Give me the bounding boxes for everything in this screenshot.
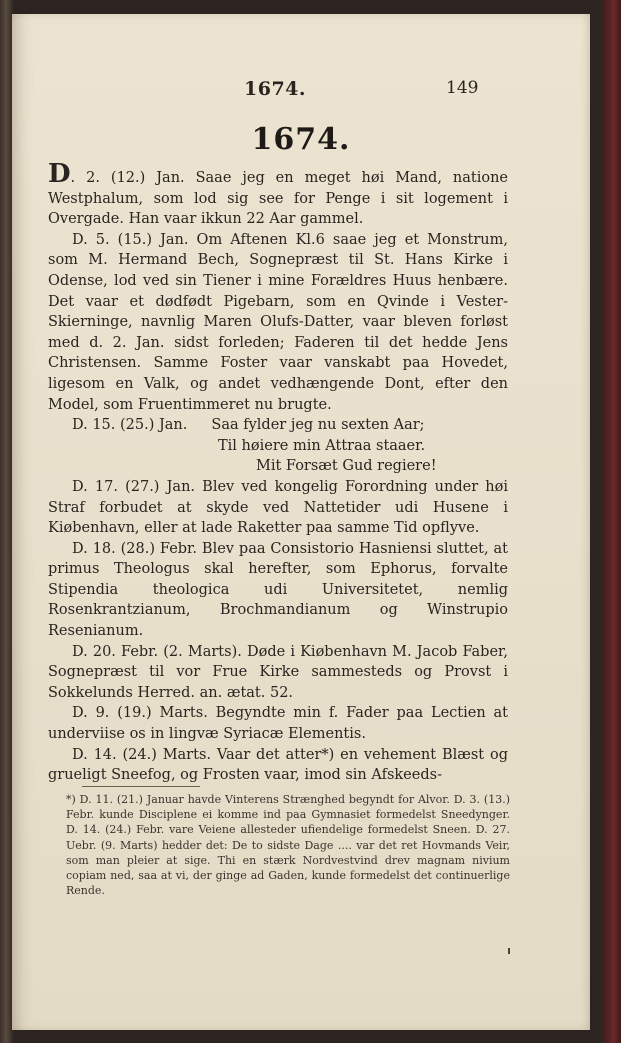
drop-cap: D bbox=[48, 159, 71, 189]
entry-paragraph: D. 14. (24.) Marts. Vaar det atter*) en vehement Blæst og grueligt Sneefog, og Frosten vaar, imod sin Afskeeds- bbox=[48, 746, 508, 784]
footnote-text: *) D. 11. (21.) Januar havde Vinterens Strænghed begyndt for Alvor. D. 3. (13.) Febr. kunde Disciplene ei komme ind paa Gymnasiet formedelst Sneedynger. D. 14. (24.) Febr. vare Veiene allesteder ufiendelige formedelst Sneen. D. 27. Uebr. (9. Marts) hedder det: De to sidste Dage .... var det ret Hovmands Veir, som man pleier at sige. Thi en stærk Nordvestvind drev magnam nivium copiam ned, saa at vi, der ginge ad Gaden, kunde formedelst det continuerlige Rende. bbox=[66, 793, 510, 898]
entry-text: . 2. (12.) Jan. Saae jeg en meget høi Mand, natione Westphalum, som lod sig see for Penge i sit logement i Overgade. Han vaar ikkun 22 Aar gammel. bbox=[48, 170, 508, 228]
body-text bbox=[48, 159, 508, 786]
entry-paragraph bbox=[48, 159, 508, 230]
verse-line: Til høiere min Attraa staaer. bbox=[218, 437, 426, 454]
verse-text: Saa fylder jeg nu sexten Aar; bbox=[211, 417, 425, 434]
signature-mark bbox=[508, 948, 510, 954]
footnote-block bbox=[66, 792, 510, 898]
verse-line: Mit Forsæt Gud regiere! bbox=[256, 458, 437, 475]
running-head bbox=[12, 78, 590, 106]
verse-date: D. 15. (25.) Jan. bbox=[72, 417, 188, 434]
verse-block bbox=[48, 415, 508, 477]
verse-line bbox=[48, 415, 508, 436]
page-number: 149 bbox=[446, 78, 479, 98]
entry-paragraph: D. 18. (28.) Febr. Blev paa Consistorio Hasniensi sluttet, at primus Theologus skal herefter, som Ephorus, forvalte Stipendia theologica udi Universitetet, nemlig Rosenkrantzianum, Brochmandianum og Winstrupio Resenianum. bbox=[48, 540, 508, 640]
entry-paragraph: D. 17. (27.) Jan. Blev ved kongelig Forordning under høi Straf forbudet at skyde ved Nattetider udi Husene i Kiøbenhavn, eller at lade Raketter paa samme Tid opflyve. bbox=[48, 478, 508, 537]
year-heading: 1674. bbox=[251, 122, 351, 157]
entry-paragraph: D. 5. (15.) Jan. Om Aftenen Kl.6 saae jeg et Monstrum, som M. Hermand Bech, Sognepræst til St. Hans Kirke i Odense, lod ved sin Tiener i mine Forældres Huus henbære. Det vaar et dødfødt Pigebarn, som en Qvinde i Vester-Skierninge, navnlig Maren Olufs-Datter, vaar bleven forløst med d. 2. Jan. sidst forleden; Faderen til det hedde Jens Christensen. Samme Foster vaar vanskabt paa Hovedet, ligesom en Valk, og andet vedhængende Dont, efter den Model, som Fruentimmeret nu brugte. bbox=[48, 231, 508, 413]
book-page bbox=[12, 14, 590, 1030]
entry-paragraph: D. 9. (19.) Marts. Begyndte min f. Fader paa Lectien at underviise os in lingvæ Syriacæ Elementis. bbox=[48, 705, 508, 743]
footnote-divider bbox=[82, 786, 200, 787]
entry-paragraph: D. 20. Febr. (2. Marts). Døde i Kiøbenhavn M. Jacob Faber, Sognepræst til vor Frue Kirke sammesteds og Provst i Sokkelunds Herred. an. ætat. 52. bbox=[48, 643, 508, 701]
running-head-year: 1674. bbox=[244, 78, 306, 100]
